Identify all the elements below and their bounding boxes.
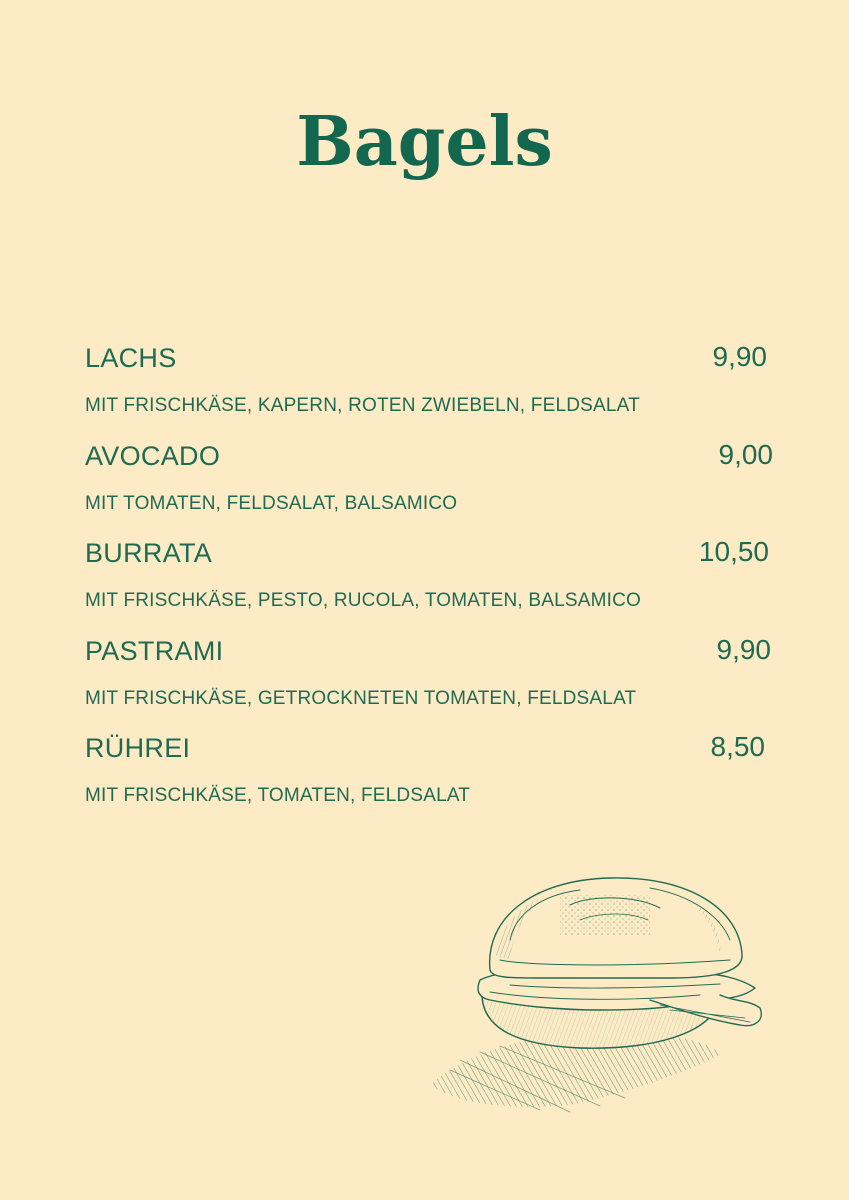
item-description: MIT FRISCHKÄSE, KAPERN, ROTEN ZWIEBELN, FELDSALAT <box>85 395 640 416</box>
item-name: PASTRAMI <box>85 635 224 666</box>
item-description: MIT FRISCHKÄSE, TOMATEN, FELDSALAT <box>85 785 471 806</box>
item-name: LACHS <box>85 343 177 373</box>
item-price: 9,90 <box>716 633 771 665</box>
menu-list <box>85 338 775 826</box>
item-price: 9,90 <box>712 341 767 372</box>
menu-item-pastrami <box>85 631 775 729</box>
item-description: MIT FRISCHKÄSE, PESTO, RUCOLA, TOMATEN, BALSAMICO <box>85 590 641 611</box>
menu-item-lachs <box>85 338 775 436</box>
item-description: MIT FRISCHKÄSE, GETROCKNETEN TOMATEN, FELDSALAT <box>85 687 637 709</box>
menu-item-burrata <box>85 533 775 631</box>
menu-item-avocado <box>85 436 775 534</box>
item-price: 8,50 <box>710 731 765 762</box>
item-price: 9,00 <box>718 438 773 470</box>
menu-item-ruehrei <box>85 728 775 826</box>
item-name: BURRATA <box>85 538 213 568</box>
item-price: 10,50 <box>698 536 769 567</box>
item-name: AVOCADO <box>85 440 221 471</box>
item-name: RÜHREI <box>85 733 191 763</box>
page-title: Bagels <box>296 102 553 182</box>
bagel-sandwich-sketch-icon <box>420 860 780 1120</box>
item-description: MIT TOMATEN, FELDSALAT, BALSAMICO <box>85 492 458 514</box>
